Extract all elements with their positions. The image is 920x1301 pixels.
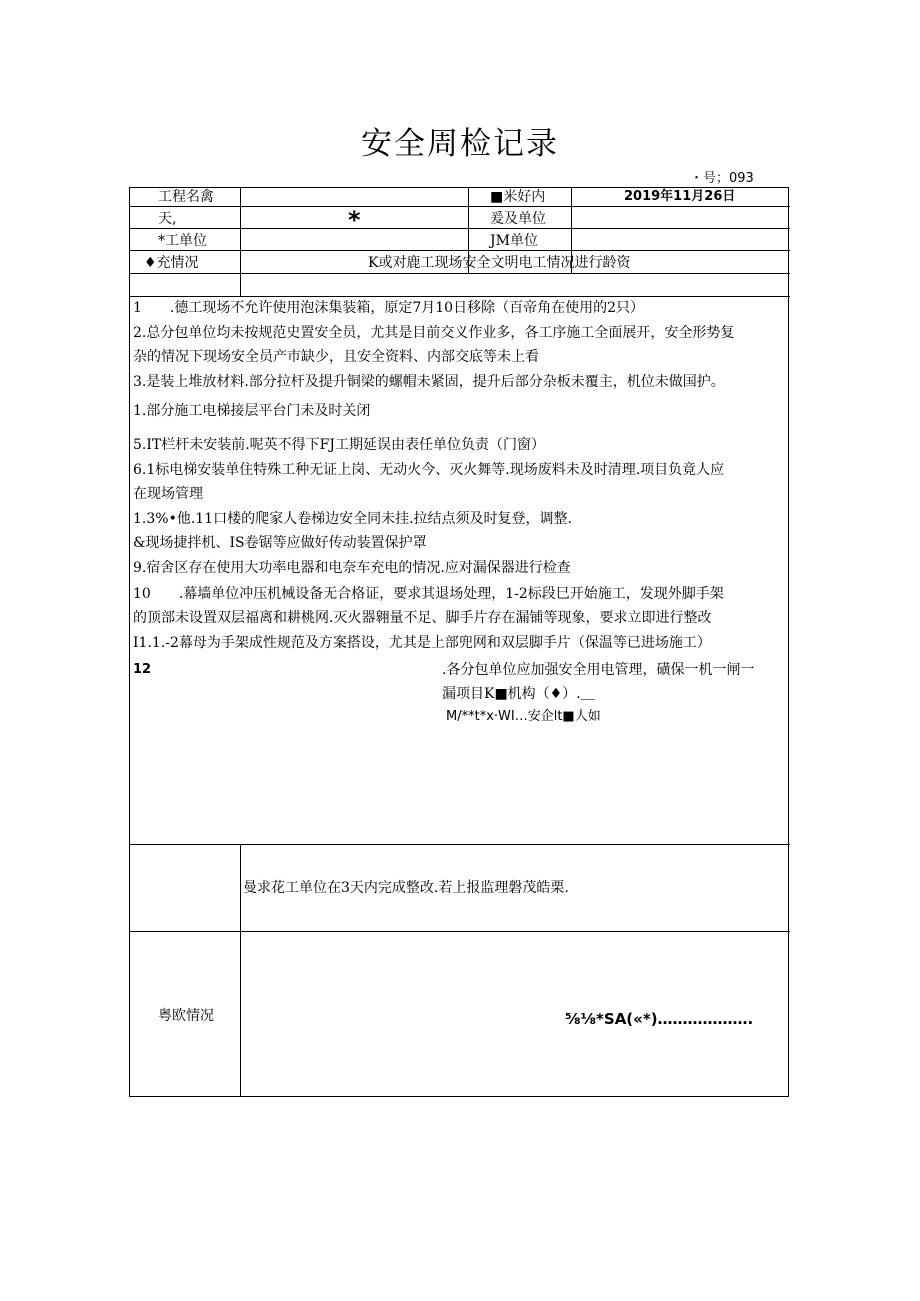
finding-line: 12: [133, 662, 152, 677]
finding-line: 1 .德工现场不允许使用泡沫集装箱，原定7月10日移除（百帝角在使用的2只）: [133, 300, 644, 316]
inspection-scope-value: K或对鹿工现场安全文明电工情况进行龄资: [368, 255, 631, 271]
weather-label: 天,: [158, 211, 177, 227]
review-signature: ⅝⅛*SA(«*)……………….: [565, 1010, 754, 1028]
inspector-signature: M/**t*x·WI…安企lt■人如: [446, 709, 601, 724]
row-divider: [130, 931, 790, 932]
item12-continuation: 漏项目K■机构（♦）.＿: [442, 686, 595, 702]
construction-unit-label: *工单位: [158, 233, 207, 249]
row-divider: [130, 844, 790, 845]
finding-line: &现场捷拌机、IS卷锯等应做好传动装置保护罩: [133, 535, 427, 551]
finding-line: 1.部分施工电梯接层平台门未及时关闭: [133, 403, 371, 419]
rectification-requirement: 曼求花工单位在3天内完成整改.若上报监理磐茂皓栗.: [243, 880, 569, 896]
unit-label: 爰及单位: [490, 211, 546, 227]
inspection-date-label: ■米好内: [490, 189, 546, 205]
inspection-table: [129, 187, 789, 1097]
inspection-date-value: 2019年11月26日: [624, 189, 736, 204]
weather-value: *: [348, 206, 361, 234]
project-name-label: 工程名禽: [158, 189, 214, 205]
finding-line: 3.是装上堆放材料.部分拉杆及提升铜梁的螺帽未紧固，提升后部分杂板未覆主，机位未做国护。: [133, 374, 725, 390]
row-divider: [130, 228, 790, 229]
page-title: 安全周检记录: [361, 126, 559, 162]
row-divider: [130, 296, 790, 297]
inspection-scope-label: ♦充情况: [144, 255, 199, 271]
finding-line: 2.总分包单位均未按规范史置安全员，尤其是目前交义作业多，各工序施工全面展开，安全形势复: [133, 325, 735, 341]
finding-line: 1.3%•他.11口楼的爬家人卷梯边安全同未挂.拉结点须及时复登，调整.: [133, 511, 572, 527]
col-divider: [240, 844, 241, 1096]
row-divider: [130, 273, 790, 274]
item12-text: .各分包单位应加强安全用电管理，磺保一机一闸一: [442, 662, 755, 678]
finding-line: 9.宿舍区存在使用大功率电器和电奈车充电的情况.应对漏保器进行检查: [133, 560, 571, 576]
finding-line: 在现场管理: [133, 486, 203, 502]
col-divider: [240, 188, 241, 296]
review-label: 粤欧情况: [158, 1008, 214, 1024]
finding-line: 6.1标电梯安装单住特殊工种无证上岗、无动火今、灭火舞等.现场废料未及时清理.项目负竟人应: [133, 462, 725, 478]
row-divider: [130, 250, 790, 251]
document-number: ・号；093: [690, 171, 754, 186]
finding-line: 10 .幕墙单位冲压机械设备无合格证，要求其退场处理，1-2标段巳开始施工，发现外脚手架: [133, 586, 724, 602]
finding-line: 杂的情况下现场安全员产市缺少，且安全资料、内部交底等未上看: [133, 349, 539, 365]
supervision-unit-label: JM单位: [490, 233, 538, 249]
finding-line: I1.1.-2幕母为手架成性规范及方案搭设，尤其是上部兜网和双层脚手片（保温等已进场施工）: [133, 635, 711, 651]
finding-line: 的顶部未设置双层福离和耕桃网.灭火器翱量不足、脚手片存在漏铺等现象，要求立即进行整改: [133, 610, 712, 626]
finding-line: 5.IT栏杆未安装前.呢英不得下FJ工期延误由表任单位负责（门窗）: [133, 437, 546, 453]
